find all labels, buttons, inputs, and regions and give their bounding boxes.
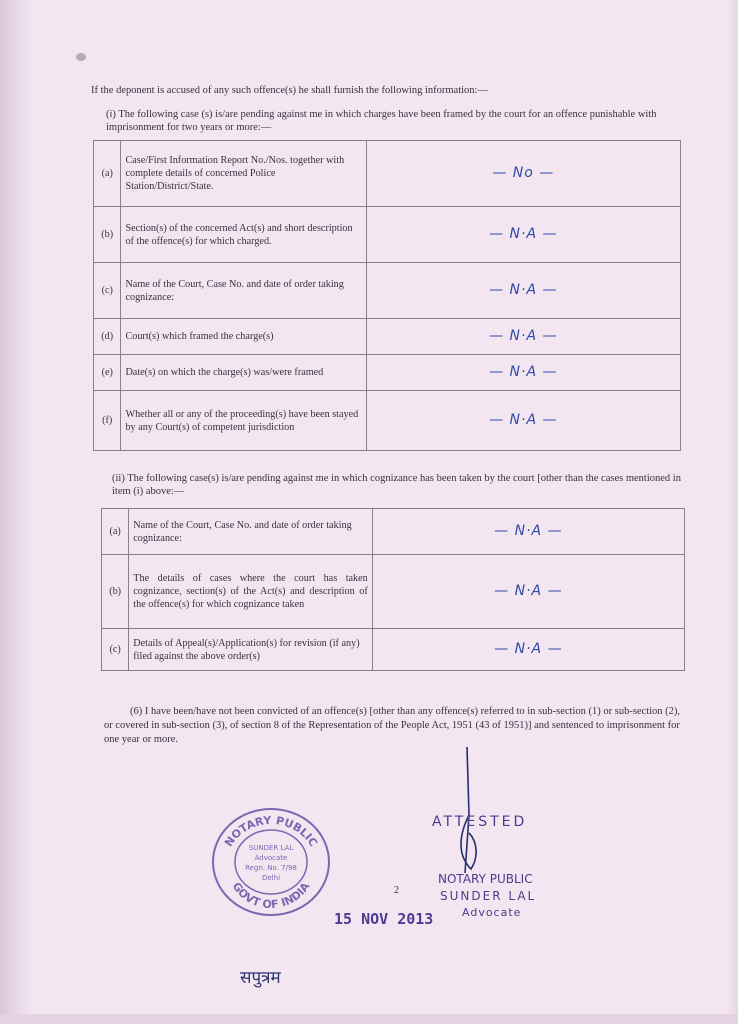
row-question: Section(s) of the concerned Act(s) and short description of the offence(s) for which charged.	[121, 207, 366, 263]
table-row	[102, 555, 685, 629]
row-answer: — N·A —	[372, 509, 684, 555]
table-row	[94, 391, 681, 451]
signature-text: सपुत्रम	[240, 968, 281, 988]
row-label: (e)	[94, 355, 121, 391]
table-row	[94, 355, 681, 391]
stamp-inner-line: Delhi	[261, 874, 281, 882]
row-answer: — N·A —	[366, 263, 680, 319]
row-label: (c)	[94, 263, 121, 319]
notary-name: SUNDER LAL	[440, 889, 537, 903]
row-question: The details of cases where the court has taken cognizance, section(s) of the Act(s) and description of the offence(s) for which cognizance taken	[129, 555, 373, 629]
intro-text: If the deponent is accused of any such offence(s) he shall furnish the following information:—	[91, 85, 488, 96]
section-ii-heading: (ii) The following case(s) is/are pending against me in which cognizance has been taken by the court [other than the cases mentioned in item (i) above:—	[112, 473, 681, 497]
row-answer: — N·A —	[366, 319, 680, 355]
row-label: (f)	[94, 391, 121, 451]
page-number: 2	[394, 885, 399, 896]
row-question: Name of the Court, Case No. and date of order taking cognizance:	[121, 263, 366, 319]
row-label: (d)	[94, 319, 121, 355]
attested-label: ATTESTED	[432, 814, 528, 830]
row-label: (a)	[94, 141, 121, 207]
stamp-bottom-text: GOVT OF INDIA	[229, 880, 313, 912]
section-i-heading: (i) The following case (s) is/are pending against me in which charges have been framed by the court for an offence punishable with imprisonment for two years or more:—	[106, 109, 657, 133]
row-label: (b)	[94, 207, 121, 263]
table-row	[102, 629, 685, 671]
stamp-top-text: NOTARY PUBLIC	[222, 813, 320, 850]
punch-hole	[76, 53, 86, 61]
row-answer: — N·A —	[366, 355, 680, 391]
page-bottom-edge	[0, 1014, 738, 1024]
date-stamp: 15 NOV 2013	[334, 910, 434, 928]
page-right-edge	[726, 0, 738, 1024]
section-ii-table	[101, 508, 685, 671]
row-label: (a)	[102, 509, 129, 555]
row-answer: — N·A —	[372, 629, 684, 671]
notary-public-label: NOTARY PUBLIC	[438, 872, 533, 886]
row-question: Details of Appeal(s)/Application(s) for revision (if any) filed against the above order(s)	[129, 629, 373, 671]
row-question: Court(s) which framed the charge(s)	[121, 319, 366, 355]
page-binding-edge	[0, 0, 34, 1024]
section-i-table	[93, 140, 681, 451]
paragraph-6: (6) I have been/have not been convicted of an offence(s) [other than any offence(s) referred to in sub-section (1) or sub-section (2), or covered in sub-section (3), of section 8 of the Representation of the People Act, 1951 (43 of 1951)] and sentenced to imprisonment for one year or more.	[104, 706, 681, 745]
row-label: (c)	[102, 629, 129, 671]
row-answer: — N·A —	[372, 555, 684, 629]
row-label: (b)	[102, 555, 129, 629]
row-question: Date(s) on which the charge(s) was/were framed	[121, 355, 366, 391]
row-question: Whether all or any of the proceeding(s) have been stayed by any Court(s) of competent jurisdiction	[121, 391, 366, 451]
row-answer: — N·A —	[366, 391, 680, 451]
table-row	[94, 319, 681, 355]
stamp-inner-line: Regn. No. 7/98	[245, 864, 297, 872]
row-question: Case/First Information Report No./Nos. together with complete details of concerned Police Station/District/State.	[121, 141, 366, 207]
notary-stamp	[210, 806, 332, 918]
row-question: Name of the Court, Case No. and date of order taking cognizance:	[129, 509, 373, 555]
deponent-signature	[236, 963, 326, 991]
notary-title: Advocate	[462, 906, 522, 919]
table-row	[94, 207, 681, 263]
table-row	[94, 263, 681, 319]
stamp-inner-line: Advocate	[254, 854, 288, 862]
row-answer: — N·A —	[366, 207, 680, 263]
table-row	[102, 509, 685, 555]
svg-text:GOVT OF INDIA	[230, 880, 313, 912]
table-row	[94, 141, 681, 207]
stamp-inner-line: SUNDER LAL	[248, 844, 294, 852]
row-answer: — No —	[366, 141, 680, 207]
